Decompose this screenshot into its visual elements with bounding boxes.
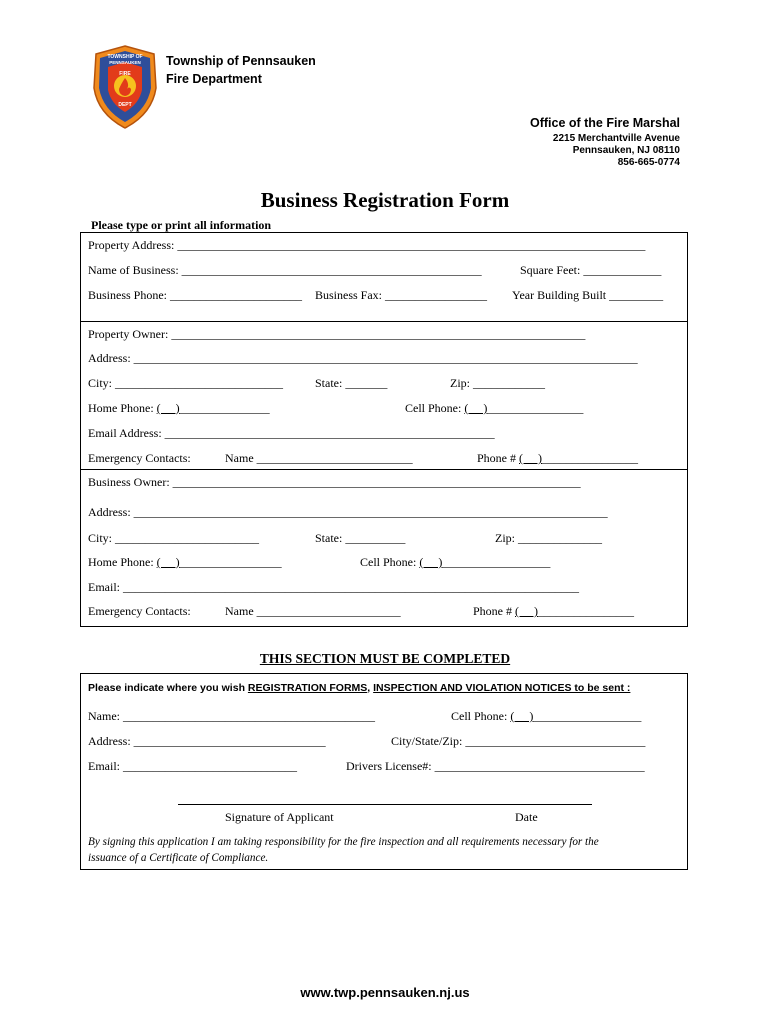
phone-label: Phone # xyxy=(477,451,519,465)
instruction-registration-forms: REGISTRATION FORMS xyxy=(247,682,368,694)
business-owner-home-phone-field[interactable] xyxy=(88,555,282,570)
section-heading: THIS SECTION MUST BE COMPLETED xyxy=(259,651,511,666)
cell-phone-blank: __________________ xyxy=(533,709,642,723)
business-owner-emergency-label: Emergency Contacts: xyxy=(88,604,191,618)
business-fax-field[interactable]: Business Fax: _________________ xyxy=(315,288,488,302)
owner-zip-field[interactable]: Zip: ____________ xyxy=(450,376,545,390)
owner-emergency-name-field[interactable]: Name __________________________ xyxy=(225,451,413,465)
home-phone-area-code: ( ) xyxy=(156,401,180,415)
year-built-field[interactable]: Year Building Built _________ xyxy=(512,288,664,302)
signature-line[interactable] xyxy=(178,804,592,805)
business-owner-email-field[interactable]: Email: ____________________________________________________________________________ xyxy=(88,580,579,594)
signature-label: Signature of Applicant xyxy=(225,810,334,824)
business-owner-field[interactable]: Business Owner: ____________________________________________________________________ xyxy=(88,475,581,489)
date-label: Date xyxy=(515,810,538,824)
home-phone-blank: _________________ xyxy=(179,555,282,569)
applicant-cell-phone-field[interactable] xyxy=(451,709,641,724)
office-name: Office of the Fire Marshal xyxy=(529,116,680,130)
footer-website[interactable]: www.twp.pennsauken.nj.us xyxy=(300,985,470,1000)
instruction-notices: INSPECTION AND VIOLATION NOTICES to be sent : xyxy=(373,682,631,694)
applicant-drivers-license-field[interactable]: Drivers License#: ___________________________________ xyxy=(346,759,645,773)
square-feet-field[interactable]: Square Feet: _____________ xyxy=(520,263,662,277)
home-phone-area-code: ( ) xyxy=(156,555,180,569)
phone-area-code: ( ) xyxy=(515,604,538,618)
delivery-instruction xyxy=(88,682,630,694)
instruction-text: Please type or print all information xyxy=(91,218,272,232)
fire-department-badge-icon xyxy=(90,44,160,130)
home-phone-label: Home Phone: xyxy=(88,555,157,569)
business-owner-zip-field[interactable]: Zip: ______________ xyxy=(495,531,602,545)
cell-phone-area-code: ( ) xyxy=(419,555,443,569)
phone-blank: ________________ xyxy=(538,604,634,618)
applicant-email-field[interactable]: Email: _____________________________ xyxy=(88,759,297,773)
owner-emergency-label: Emergency Contacts: xyxy=(88,451,191,465)
property-owner-field[interactable]: Property Owner: _____________________________________________________________________ xyxy=(88,327,586,341)
instruction-pre: Please indicate where you wish xyxy=(88,682,248,694)
owner-email-field[interactable]: Email Address: _______________________________________________________ xyxy=(88,426,495,440)
business-owner-state-field[interactable]: State: __________ xyxy=(315,531,406,545)
business-owner-city-field[interactable]: City: ________________________ xyxy=(88,531,260,545)
cell-phone-blank: ________________ xyxy=(487,401,584,415)
svg-text:DEPT: DEPT xyxy=(118,102,132,108)
owner-state-field[interactable]: State: _______ xyxy=(315,376,388,390)
office-phone: 856-665-0774 xyxy=(617,157,680,168)
svg-text:FIRE: FIRE xyxy=(119,71,131,77)
business-owner-emergency-phone-field[interactable] xyxy=(473,604,634,619)
home-phone-label: Home Phone: xyxy=(88,401,157,415)
svg-text:TOWNSHIP OF: TOWNSHIP OF xyxy=(107,54,143,60)
business-owner-address-field[interactable]: Address: _______________________________________________________________________________ xyxy=(88,505,608,519)
property-owner-section-box xyxy=(80,321,688,470)
disclaimer-line1: By signing this application I am taking responsibility for the fire inspection and all requirements necessary for the xyxy=(88,836,599,848)
disclaimer-line2: issuance of a Certificate of Compliance. xyxy=(88,852,269,864)
cell-phone-area-code: ( ) xyxy=(510,709,534,723)
owner-address-field[interactable]: Address: ____________________________________________________________________________________ xyxy=(88,351,638,365)
cell-phone-label: Cell Phone: xyxy=(405,401,465,415)
applicant-name-field[interactable]: Name: __________________________________________ xyxy=(88,709,375,723)
business-name-field[interactable]: Name of Business: __________________________________________________ xyxy=(88,263,482,277)
owner-home-phone-field[interactable] xyxy=(88,401,270,416)
office-address-line1: 2215 Merchantville Avenue xyxy=(552,133,680,144)
phone-area-code: ( ) xyxy=(519,451,542,465)
home-phone-blank: _______________ xyxy=(179,401,270,415)
phone-blank: ________________ xyxy=(542,451,638,465)
owner-city-field[interactable]: City: ____________________________ xyxy=(88,376,284,390)
page-title: Business Registration Form xyxy=(260,188,510,212)
applicant-address-field[interactable]: Address: ________________________________ xyxy=(88,734,326,748)
office-address-line2: Pennsauken, NJ 08110 xyxy=(572,145,680,156)
business-owner-cell-phone-field[interactable] xyxy=(360,555,550,570)
cell-phone-label: Cell Phone: xyxy=(451,709,511,723)
property-address-field[interactable]: Property Address: ______________________________________________________________________________ xyxy=(88,238,646,252)
org-name: Township of Pennsauken xyxy=(166,54,316,68)
business-owner-emergency-name-field[interactable]: Name ________________________ xyxy=(225,604,401,618)
svg-text:PENNSAUKEN: PENNSAUKEN xyxy=(109,60,141,65)
owner-cell-phone-field[interactable] xyxy=(405,401,583,416)
business-phone-field[interactable]: Business Phone: ______________________ xyxy=(88,288,303,302)
cell-phone-label: Cell Phone: xyxy=(360,555,420,569)
cell-phone-area-code: ( ) xyxy=(464,401,488,415)
owner-emergency-phone-field[interactable] xyxy=(477,451,638,466)
cell-phone-blank: __________________ xyxy=(442,555,551,569)
phone-label: Phone # xyxy=(473,604,515,618)
instruction-mid: , xyxy=(367,682,374,694)
applicant-city-state-zip-field[interactable]: City/State/Zip: ______________________________ xyxy=(391,734,646,748)
org-dept: Fire Department xyxy=(166,72,262,86)
